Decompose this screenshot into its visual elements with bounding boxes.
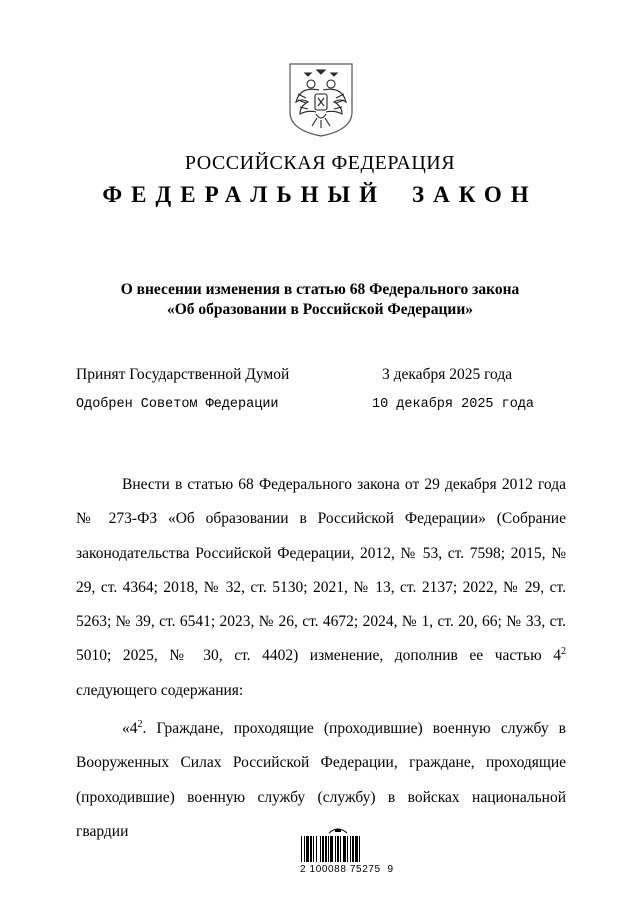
- printer-mark-icon: [327, 826, 349, 834]
- duma-adoption-date: 3 декабря 2025 года: [382, 366, 513, 383]
- law-subject-line: «Об образовании в Российской Федерации»: [166, 301, 474, 318]
- council-approval-label: Одобрен Советом Федерации: [76, 397, 279, 412]
- body-paragraph: Внести в статью 68 Федерального закона от 29 декабря 2012 года № 273-ФЗ «Об образовании в Российской Федерации» (Собрание законодательства Российской Федерации, 2012, № 53, ст. 7598; 2015, № 29, ст. 4364; 2018, № 32, ст. 5130; 2021, № 13, ст. 2137; 2022, № 29, ст. 5263; № 39, ст. 6541; 2023, № 26, ст. 4672; 2024, № 1, ст. 20, 66; № 33, ст. 5010; 2025, № 30, ст. 4402) изменение, дополнив ее частью $4^2$ следующего содержания:: [76, 476, 566, 699]
- barcode-number: 2 100088 75275 9: [300, 864, 394, 875]
- superscript: 2: [137, 718, 143, 730]
- document-type-title: [0, 182, 640, 208]
- law-body: [76, 468, 566, 849]
- coat-of-arms-icon: [288, 62, 354, 138]
- duma-adoption-label: Принят Государственной Думой: [76, 366, 290, 383]
- document-type-word-law: ЗАКОН: [412, 182, 538, 207]
- council-approval-date: 10 декабря 2025 года: [372, 397, 535, 412]
- barcode-icon: [300, 836, 376, 862]
- barcode-block: [300, 826, 376, 862]
- document-type-word-federal: ФЕДЕРАЛЬНЫЙ: [102, 182, 387, 207]
- superscript: 2: [561, 646, 566, 658]
- law-subject-line: О внесении изменения в статью 68 Федерального закона: [120, 281, 520, 298]
- law-subject: [0, 280, 640, 320]
- body-paragraph: «$4^2$. Граждане, проходящие (проходившие) военную службу в Вооруженных Силах Российской Федерации, граждане, проходящие (проходившие) военную службу (службу) в войсках национальной гвардии: [76, 718, 566, 840]
- country-name: РОССИЙСКАЯ ФЕДЕРАЦИЯ: [184, 152, 456, 174]
